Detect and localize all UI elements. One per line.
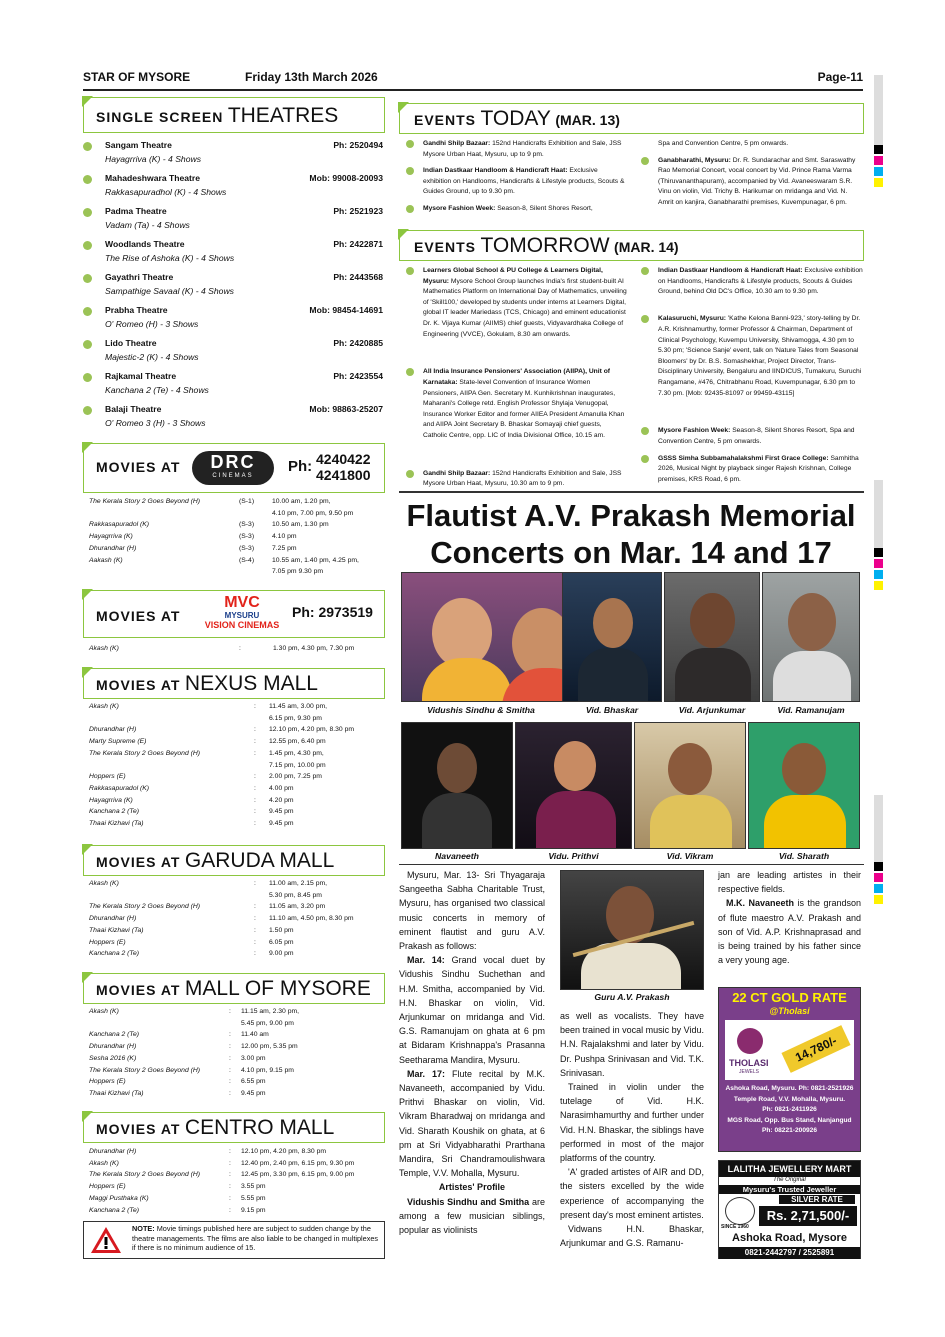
- theatre-name: Gayathri Theatre: [105, 272, 174, 282]
- event-desc: State-level Convention of Insurance Women Pensioners, AIIPA Gen. Secretary M. Kunhikrishnan inaugurates, Maharani's College retd. English Professor Shylaja Venugopal, Insurance Worker Editor and former AIIEA President Amanulla Khan and AIIPA Joint Secretary B. Bhaskar Somayaji chief guests, Catholic Centre, opp. LIC of India Divisional Office, 10.15 am.: [423, 378, 625, 439]
- screen-label: :: [229, 1031, 231, 1039]
- photo-ramanujam: [762, 572, 860, 702]
- theatre-phone: Mob: 99008-20093: [309, 173, 383, 183]
- show-times: 6.05 pm: [269, 938, 294, 946]
- bullet-icon: [83, 274, 92, 283]
- theatre-name: Rajkamal Theatre: [105, 371, 177, 381]
- show-times: 9.45 pm: [241, 1089, 266, 1097]
- bullet-icon: [406, 368, 414, 376]
- show-times: 4.10 pm: [272, 533, 297, 541]
- showtime-row: [89, 783, 379, 795]
- single-screen-header: SINGLE SCREEN THEATRES: [83, 97, 385, 133]
- issue-date: Friday 13th March 2026: [245, 70, 378, 84]
- screen-label: :: [254, 915, 256, 923]
- movie-title: Rakkasapuradol (K): [89, 521, 150, 529]
- bullet-icon: [406, 167, 414, 175]
- show-times: 1.30 pm, 4.30 pm, 7.30 pm: [273, 645, 355, 652]
- caption-ramanujam: Vid. Ramanujam: [777, 705, 845, 715]
- showtime-row: [89, 566, 379, 578]
- caption-av-prakash: Guru A.V. Prakash: [594, 992, 670, 1002]
- theatre-phone: Ph: 2443568: [333, 272, 383, 282]
- movie-title: The Kerala Story 2 Goes Beyond (H): [89, 1171, 201, 1179]
- show-times: 4.10 pm, 7.00 pm, 9.50 pm: [272, 509, 354, 517]
- bullet-icon: [83, 373, 92, 382]
- movie-title: Sesha 2016 (K): [89, 1054, 137, 1062]
- screen-label: :: [229, 1171, 231, 1179]
- movie-title: Akash (K): [89, 645, 119, 652]
- movie-title: The Kerala Story 2 Goes Beyond (H): [89, 749, 201, 757]
- events-rule: [399, 491, 864, 493]
- caption-navaneeth: Navaneeth: [435, 851, 479, 861]
- tholasi-logo-icon: [737, 1028, 763, 1054]
- event-desc: Spa and Convention Centre, 5 pm onwards.: [658, 140, 789, 147]
- event-item: [658, 266, 863, 298]
- showtime-row: [89, 1181, 379, 1193]
- event-item: [423, 266, 627, 340]
- screen-label: :: [254, 938, 256, 946]
- show-times: 10.50 am, 1.30 pm: [272, 521, 329, 529]
- photo-vikram: [634, 722, 746, 849]
- showtime-row: [89, 913, 379, 925]
- article-column-1: Mysuru, Mar. 13- Sri Thyagaraja Sangeetha Sabha Charitable Trust, Mysuru, has organised two classical music concerts in memory of eminent flautist and guru A.V. Prakash as follows: Mar. 14: Grand vocal duet by Vidushis Sindhu Suchethan and H.M. Smitha, accompanied by Vid. H.N. Bhaskar on violin, Vid. Arjunkumar on mridanga and Vid. G.S. Ramanujam on ghata at 6 pm at Bidaram Krishnappa's Prasanna Seetharama Mandira, Mysuru. Mar. 17: Flute recital by M.K. Navaneeth, accompanied by Vidu. Prithvi Bhaskar on violin, Vid. Vikram Bharadwaj on mridanga and Vid. Sharath Koushik on ghata, at 6 pm at Sri Vidyabharathi Prarthana Mandira, Sri Chandramoulishwara Temple, V.V. Mohalla, Mysuru. Artistes' Profile Vidushis Sindhu and Smitha are among a few musician siblings, popular as violinists: [399, 870, 545, 1236]
- showtime-row: [89, 643, 379, 655]
- showtime-row: [89, 795, 379, 807]
- showtime-row: [89, 1205, 379, 1217]
- showtime-row: [89, 519, 379, 531]
- showtime-row: [89, 748, 379, 760]
- bullet-icon: [406, 205, 414, 213]
- tholasi-logo-panel: THOLASI JEWELS 14,780/-: [725, 1020, 854, 1080]
- event-item: [658, 139, 861, 150]
- showtime-row: [89, 1006, 379, 1018]
- bullet-icon: [83, 208, 92, 217]
- event-title: Gandhi Shilp Bazaar:: [423, 140, 491, 147]
- theatre-movie: The Rise of Ashoka (K) - 4 Shows: [105, 253, 235, 263]
- movie-title: Hayagrriva (K): [89, 533, 133, 541]
- event-title: Mysore Fashion Week:: [658, 427, 731, 435]
- show-times: 4.10 pm, 9.15 pm: [241, 1066, 294, 1074]
- movie-title: Dhurandhar (H): [89, 1148, 137, 1155]
- theatre-item: [83, 371, 383, 401]
- screen-label: :: [239, 645, 241, 652]
- caption-sharath: Vid. Sharath: [778, 851, 830, 861]
- drc-phones: 4240422 4241800: [316, 451, 371, 483]
- screen-label: :: [254, 784, 256, 792]
- screen-label: (S-3): [239, 521, 255, 529]
- showtime-row: [89, 818, 379, 830]
- show-times: 10.55 am, 1.40 pm, 4.25 pm,: [272, 556, 359, 564]
- page-number: Page-11: [817, 70, 863, 84]
- event-title: Ganabharathi, Mysuru:: [658, 156, 731, 164]
- theatre-item: [83, 305, 383, 335]
- theatre-item: [83, 173, 383, 203]
- showtime-row: [89, 760, 379, 772]
- show-times: 3.55 pm: [241, 1183, 266, 1191]
- event-item: [658, 454, 863, 486]
- event-desc: Exclusive exhibition on Handlooms, Handicrafts & Lifestyle products, Scouts & Guides Ground, behind Old DC's Office, 10.30 am to 9.30 pm.: [658, 267, 863, 296]
- movie-title: Thaai Kizhavi (Ta): [89, 1089, 144, 1097]
- photo-navaneeth: [401, 722, 513, 849]
- event-item: [423, 204, 625, 215]
- show-times: 12.00 pm, 5.35 pm: [241, 1043, 298, 1051]
- tholasi-addresses: Ashoka Road, Mysuru. Ph: 0821-2521926 Temple Road, V.V. Mohalla, Mysuru. Ph: 0821-2411926 MGS Road, Opp. Bus Stand, Nanjangud Ph: 08221-200926: [725, 1085, 854, 1134]
- event-item: [423, 166, 625, 198]
- screen-label: :: [254, 926, 256, 934]
- theatre-movie: Sampathige Savaal (K) - 4 Shows: [105, 286, 234, 296]
- movie-title: The Kerala Story 2 Goes Beyond (H): [89, 903, 201, 911]
- movie-title: Akash (K): [89, 1159, 119, 1167]
- theatre-movie: Hayagrriva (K) - 4 Shows: [105, 154, 201, 164]
- mvc-header: MOVIES AT MVC MYSURU VISION CINEMAS Ph: 2973519: [83, 590, 385, 638]
- showtime-row: [89, 937, 379, 949]
- showtime-row: [89, 1158, 379, 1170]
- drc-phone-label: Ph:: [288, 458, 313, 475]
- show-times: 12.45 pm, 3.30 pm, 6.15 pm, 9.00 pm: [241, 1171, 355, 1179]
- screen-label: :: [254, 773, 256, 781]
- show-times: 5.30 pm, 8.45 pm: [269, 891, 322, 899]
- theatre-movie: Kanchana 2 (Te) - 4 Shows: [105, 385, 209, 395]
- event-desc: Season-8, Silent Shores Resort, Spa and Convention Centre, 5 pm onwards.: [658, 427, 855, 445]
- movie-title: Hoppers (E): [89, 1183, 126, 1191]
- showtime-row: [89, 1065, 379, 1077]
- theatre-phone: Mob: 98454-14691: [309, 305, 383, 315]
- caption-sindhu-smitha: Vidushis Sindhu & Smitha: [427, 705, 535, 715]
- theatre-movie: Rakkasapuradhol (K) - 4 Shows: [105, 187, 227, 197]
- theatre-name: Balaji Theatre: [105, 404, 162, 414]
- show-times: 11.10 am, 4.50 pm, 8.30 pm: [269, 915, 354, 923]
- ad-tholasi: 22 CT GOLD RATE @Tholasi THOLASI JEWELS 14,780/- Ashoka Road, Mysuru. Ph: 0821-2521926 Temple Road, V.V. Mohalla, Mysuru. Ph: 0821-2411926 MGS Road, Opp. Bus Stand, Nanjangud Ph: 08221-200926: [718, 987, 861, 1152]
- event-desc: Season-8, Silent Shores Resort,: [495, 205, 593, 212]
- show-times: 1.45 pm, 4.30 pm,: [269, 749, 324, 757]
- show-times: 11.45 am, 3.00 pm,: [269, 703, 328, 710]
- ad-lalitha: LALITHA JEWELLERY MART The Original Mysuru's Trusted Jeweller SILVER RATE SINCE 1960 Rs. 2,71,500/- Ashoka Road, Mysore 0821-2442797 / 2525891: [718, 1160, 861, 1259]
- theatre-item: [83, 338, 383, 368]
- event-title: Mysore Fashion Week:: [423, 205, 496, 212]
- screen-label: :: [254, 738, 256, 746]
- showtime-row: [89, 1018, 379, 1030]
- showtime-row: [89, 555, 379, 567]
- event-title: Indian Dastkaar Handloom & Handicraft Haat:: [423, 167, 568, 175]
- movie-title: Kanchana 2 (Te): [89, 1206, 140, 1214]
- show-times: 12.55 pm, 6.40 pm: [269, 738, 326, 746]
- mvc-logo: MVC MYSURU VISION CINEMAS: [204, 594, 280, 630]
- theatre-phone: Mob: 98863-25207: [309, 404, 383, 414]
- event-title: Kalasuruchi, Mysuru:: [658, 315, 727, 323]
- movie-title: Marty Supreme (E): [89, 738, 147, 746]
- bullet-icon: [641, 315, 649, 323]
- event-title: All India Insurance Pensioners' Association (AIIPA), Unit of Karnataka:: [423, 368, 611, 386]
- screen-label: :: [254, 950, 256, 958]
- event-item: [658, 314, 863, 399]
- note-text: NOTE: Movie timings published here are subject to sudden change by the theatre managements. The films are also liable to be changed in multiplexes if there is no minimum audience of 15.: [132, 1224, 379, 1252]
- show-times: 9.00 pm: [269, 950, 294, 958]
- drc-header: MOVIES AT DRC CINEMAS Ph: 4240422 4241800: [83, 443, 385, 493]
- movie-title: Thaai Kizhavi (Ta): [89, 820, 144, 827]
- show-times: 12.10 pm, 4.20 pm, 8.30 pm: [241, 1148, 327, 1155]
- screen-label: :: [229, 1078, 231, 1086]
- centro-header: MOVIES AT CENTRO MALL: [83, 1112, 385, 1143]
- event-title: Indian Dastkaar Handloom & Handicraft Haat:: [658, 267, 803, 274]
- show-times: 9.45 pm: [269, 808, 294, 816]
- event-item: [423, 367, 627, 441]
- screen-label: :: [254, 749, 256, 757]
- showtime-row: [89, 543, 379, 555]
- screen-label: :: [229, 1089, 231, 1097]
- theatre-phone: Ph: 2521923: [333, 206, 383, 216]
- theatre-name: Sangam Theatre: [105, 140, 172, 150]
- screen-label: :: [229, 1148, 231, 1155]
- show-times: 5.55 pm: [241, 1194, 266, 1202]
- showtime-row: [89, 1088, 379, 1100]
- caption-prithvi: Vidu. Prithvi: [548, 851, 599, 861]
- article-column-2: as well as vocalists. They have been trained in vocal music by Vidu. H.N. Rajalakshmi and later by Vidu. Dr. Pushpa Srinivasan and Vid. T.K. Srinivasan. Trained in violin under the tutelage of Vid. H.K. Narasimhamurthy and further under Vid. H.N. Bhaskar, the siblings have performed in most of the major platforms of the country. 'A' graded artistes of AIR and DD, the sisters excelled by the wide experience of accompanying the present day's most eminent artistes. Vidwans H.N. Bhaskar, Arjunkumar and G.S. Ramanu-: [560, 1011, 704, 1249]
- theatre-phone: Ph: 2423554: [333, 371, 383, 381]
- show-times: 5.45 pm, 9.00 pm: [241, 1019, 294, 1027]
- bullet-icon: [406, 267, 414, 275]
- event-item: [658, 426, 863, 447]
- showtime-row: [89, 806, 379, 818]
- show-times: 4.20 pm: [269, 796, 294, 804]
- theatre-name: Lido Theatre: [105, 338, 157, 348]
- silver-price: Rs. 2,71,500/-: [759, 1206, 857, 1226]
- showtime-row: [89, 496, 379, 508]
- mvc-phone: Ph: 2973519: [292, 604, 373, 620]
- photo-bhaskar: [562, 572, 662, 702]
- screen-label: (S-4): [239, 556, 255, 564]
- showtime-row: [89, 878, 379, 890]
- showtime-row: [89, 713, 379, 725]
- theatre-phone: Ph: 2520494: [333, 140, 383, 150]
- showtime-row: [89, 890, 379, 902]
- bullet-icon: [641, 427, 649, 435]
- theatre-item: [83, 272, 383, 302]
- bullet-icon: [406, 470, 414, 478]
- event-item: [423, 469, 627, 490]
- movie-title: The Kerala Story 2 Goes Beyond (H): [89, 1066, 201, 1074]
- lalitha-logo-icon: [725, 1197, 755, 1225]
- show-times: 11.40 am: [241, 1031, 269, 1039]
- movie-title: Dhurandhar (H): [89, 915, 137, 923]
- garuda-header: MOVIES AT GARUDA MALL: [83, 845, 385, 876]
- event-desc: 152nd Handicrafts Exhibition and Sale, JSS Mysore Urban Haat, Mysuru, up to 9 pm.: [423, 140, 622, 158]
- article-rule: [399, 864, 864, 865]
- showtime-row: [89, 1169, 379, 1181]
- movie-title: Thaai Kizhavi (Ta): [89, 926, 144, 934]
- showtime-row: [89, 948, 379, 960]
- theatre-item: [83, 404, 383, 434]
- bullet-icon: [83, 340, 92, 349]
- article-headline: Flautist A.V. Prakash Memorial Concerts on Mar. 14 and 17: [406, 498, 856, 570]
- showtime-row: [89, 1193, 379, 1205]
- show-times: 7.25 pm: [272, 544, 297, 552]
- movie-title: Akash (K): [89, 1008, 119, 1015]
- show-times: 12.40 pm, 2.40 pm, 6.15 pm, 9.30 pm: [241, 1159, 355, 1167]
- caption-bhaskar: Vid. Bhaskar: [585, 705, 639, 715]
- warning-icon: [90, 1226, 122, 1254]
- show-times: 11.15 am, 2.30 pm,: [241, 1008, 300, 1015]
- event-desc: 'Kathe Kelona Banni-923,' story-telling by Dr. A.R. Krishnamurthy, former Professor & Chairman, Department of Clinical Psychology, Kuvempu University, Shivamogga, 4.30 pm to 5.30 pm; 'Science Sanje' event, talk on 'Nature Tales from Seasonal Bloomers' by Dr. B.S. Somashekhar, Project Director, Trans-Disciplinary University, Bengaluru and IINDICUS, Tumakuru, Suruchi Rangamane, #476, Chitrabhanu Road, Kuvempunagar, 6.30 pm to 7.30 pm. [Mob: 92435-81097 or 99459-43115]: [658, 315, 862, 397]
- paper-name: STAR OF MYSORE: [83, 70, 191, 84]
- event-desc: Mysore School Group launches India's first student-built AI Mathematics Platform on International Day of Mathematics, unveiling of 'Skill100,' developed by students under interns at Learners Digital, global IT leader Mariedass (TCS, Chicago) and eminent educationist Dr. K. Vijaya Kumar (AIIMS) chief guests, Vidyavardhaka College of Engineering (VVCE), Gokulam, 8.30 am onwards.: [423, 277, 627, 338]
- mom-header: MOVIES AT MALL OF MYSORE: [83, 973, 385, 1004]
- show-times: 12.10 pm, 4.20 pm, 8.30 pm: [269, 726, 355, 734]
- bullet-icon: [641, 267, 649, 275]
- movie-title: Maggi Pusthaka (K): [89, 1194, 149, 1202]
- event-item: [658, 156, 861, 209]
- screen-label: :: [254, 796, 256, 804]
- screen-label: :: [254, 703, 256, 710]
- bullet-icon: [641, 455, 649, 463]
- screen-label: :: [254, 820, 256, 827]
- theatre-phone: Ph: 2420885: [333, 338, 383, 348]
- theatre-movie: O' Romeo (H) - 3 Shows: [105, 319, 199, 329]
- bullet-icon: [406, 140, 414, 148]
- gold-price-tag: 14,780/-: [781, 1025, 850, 1073]
- theatre-phone: Ph: 2422871: [333, 239, 383, 249]
- movie-title: The Kerala Story 2 Goes Beyond (H): [89, 498, 201, 505]
- screen-label: (S-3): [239, 544, 255, 552]
- theatre-item: [83, 239, 383, 269]
- screen-label: :: [229, 1043, 231, 1051]
- showtime-row: [89, 771, 379, 783]
- movie-title: Aakash (K): [89, 556, 123, 564]
- showtime-row: [89, 1041, 379, 1053]
- bullet-icon: [83, 241, 92, 250]
- movie-title: Akash (K): [89, 703, 119, 710]
- theatre-name: Woodlands Theatre: [105, 239, 185, 249]
- screen-label: :: [254, 903, 256, 911]
- event-title: Learners Global School & PU College & Learners Digital, Mysuru:: [423, 267, 603, 285]
- bullet-icon: [83, 142, 92, 151]
- drc-logo: DRC CINEMAS: [192, 451, 274, 485]
- show-times: 6.15 pm, 9.30 pm: [269, 714, 322, 722]
- show-times: 11.00 am, 2.15 pm,: [269, 880, 328, 887]
- showtime-row: [89, 531, 379, 543]
- photo-arjunkumar: [664, 572, 760, 702]
- movie-title: Dhurandhar (H): [89, 726, 137, 734]
- movie-title: Kanchana 2 (Te): [89, 1031, 140, 1039]
- showtime-row: [89, 1053, 379, 1065]
- show-times: 3.00 pm: [241, 1054, 266, 1062]
- bullet-icon: [83, 406, 92, 415]
- showtime-row: [89, 1029, 379, 1041]
- screen-label: :: [229, 1008, 231, 1015]
- show-times: 9.45 pm: [269, 820, 294, 827]
- screen-label: :: [254, 880, 256, 887]
- show-times: 7.15 pm, 10.00 pm: [269, 761, 326, 769]
- event-desc: Dr. R. Sundarachar and Smt. Saraswathy Rao Memorial Concert, vocal concert by Vid. Prince Rama Varma (Thiruvananthapuram), accompanied by Vid. Avaneeswaram S.R. Vinu on violin, Vid. Trichy B. Harikumar on mridanga and Vid. N. Amrit on kanjira, Ganabharathi premises, Kuvempunagar, 6 pm.: [658, 156, 856, 206]
- showtime-row: [89, 736, 379, 748]
- screen-label: :: [229, 1054, 231, 1062]
- screen-label: :: [229, 1194, 231, 1202]
- bullet-icon: [83, 307, 92, 316]
- page-header: [83, 70, 863, 88]
- show-times: 2.00 pm, 7.25 pm: [269, 773, 322, 781]
- event-title: Gandhi Shilp Bazaar:: [423, 469, 491, 477]
- screen-label: :: [229, 1159, 231, 1167]
- screen-label: :: [254, 808, 256, 816]
- event-desc: 152nd Handicrafts Exhibition and Sale, JSS Mysore Urban Haat, Mysuru, 10.30 am to 9 pm.: [423, 469, 622, 488]
- movie-title: Dhurandhar (H): [89, 544, 137, 552]
- bullet-icon: [83, 175, 92, 184]
- screen-label: (S-3): [239, 533, 255, 541]
- movie-title: Kanchana 2 (Te): [89, 950, 140, 958]
- movie-title: Hoppers (E): [89, 938, 126, 946]
- showtime-row: [89, 508, 379, 520]
- caption-vikram: Vid. Vikram: [666, 851, 714, 861]
- showtime-row: [89, 925, 379, 937]
- showtime-row: [89, 701, 379, 713]
- theatre-name: Padma Theatre: [105, 206, 167, 216]
- show-times: 10.00 am, 1.20 pm,: [272, 498, 331, 505]
- theatre-name: Mahadeshwara Theatre: [105, 173, 201, 183]
- show-times: 11.05 am, 3.20 pm: [269, 903, 326, 911]
- show-times: 6.55 pm: [241, 1078, 266, 1086]
- theatre-movie: Majestic-2 (K) - 4 Shows: [105, 352, 199, 362]
- event-desc: Samhitha 2026, Musical Night by playback singer Rajesh Krishnan, College premises, KRS Road, 6 pm.: [658, 454, 859, 483]
- nexus-header: MOVIES AT NEXUS MALL: [83, 668, 385, 699]
- movie-title: Hoppers (E): [89, 1078, 126, 1086]
- show-times: 7.05 pm 9.30 pm: [272, 568, 324, 576]
- movie-title: Dhurandhar (H): [89, 1043, 137, 1051]
- showtime-row: [89, 901, 379, 913]
- events-today-header: EVENTS TODAY (MAR. 13): [399, 103, 864, 134]
- showtime-row: [89, 1076, 379, 1088]
- events-tomorrow-header: EVENTS TOMORROW (MAR. 14): [399, 230, 864, 261]
- event-desc: Exclusive exhibition on Handlooms, Handicrafts & Lifestyle products, Scouts & Guides Ground, up to 9.30 pm.: [423, 167, 625, 196]
- showtime-row: [89, 1146, 379, 1158]
- caption-arjunkumar: Vid. Arjunkumar: [678, 705, 746, 715]
- movie-title: Rakkasapuradol (K): [89, 784, 150, 792]
- show-times: 4.00 pm: [269, 784, 294, 792]
- photo-sharath: [748, 722, 860, 849]
- screen-label: :: [229, 1206, 231, 1214]
- screen-label: (S-1): [239, 498, 255, 505]
- show-times: 1.50 pm: [269, 926, 294, 934]
- theatre-name: Prabha Theatre: [105, 305, 168, 315]
- event-item: [423, 139, 625, 160]
- movie-title: Hayagrriva (K): [89, 796, 133, 804]
- show-times: 9.15 pm: [241, 1206, 266, 1214]
- screen-label: :: [254, 726, 256, 734]
- photo-av-prakash: [560, 870, 704, 990]
- article-column-3: jan are leading artistes in their respective fields. M.K. Navaneeth is the grandson of flute maestro A.V. Prakash and son of Vid. A.P. Krishnaprasad and is being trained by his father since a very young age.: [718, 870, 861, 966]
- theatre-item: [83, 206, 383, 236]
- note-box: [83, 1221, 385, 1259]
- header-rule: [83, 89, 863, 91]
- movie-title: Akash (K): [89, 880, 119, 887]
- screen-label: :: [229, 1066, 231, 1074]
- event-title: GSSS Simha Subbamahalakshmi First Grace College:: [658, 454, 829, 462]
- showtime-row: [89, 724, 379, 736]
- theatre-item: [83, 140, 383, 170]
- screen-label: :: [229, 1183, 231, 1191]
- movie-title: Kanchana 2 (Te): [89, 808, 140, 816]
- movie-title: Hoppers (E): [89, 773, 126, 781]
- theatre-movie: O' Romeo 3 (H) - 3 Shows: [105, 418, 206, 428]
- bullet-icon: [641, 157, 649, 165]
- photo-prithvi: [515, 722, 632, 849]
- theatre-movie: Vadam (Ta) - 4 Shows: [105, 220, 190, 230]
